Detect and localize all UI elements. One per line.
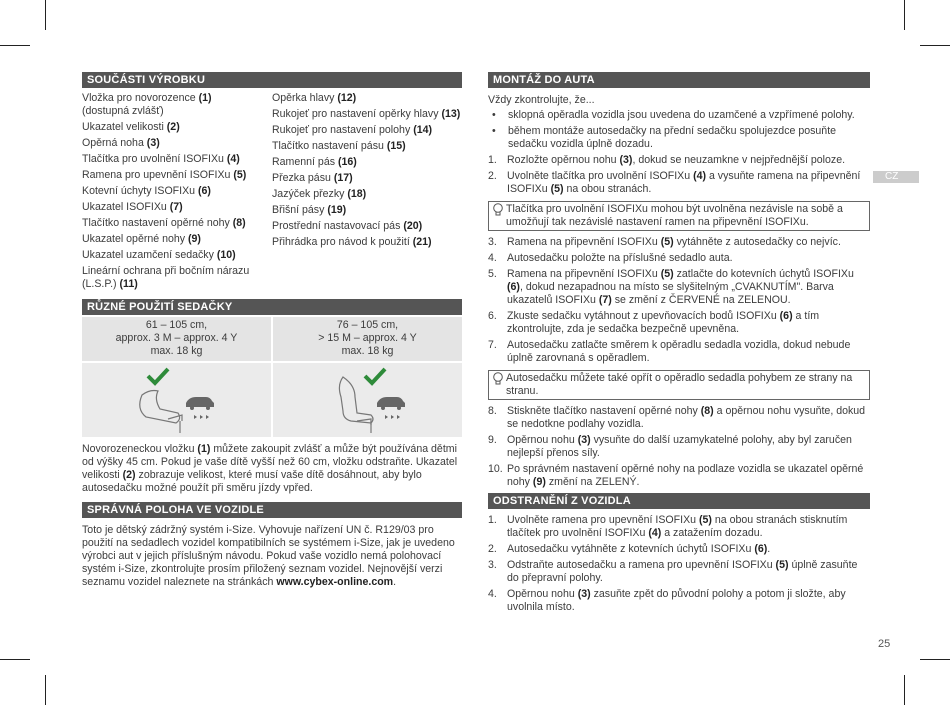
text-run: změní na ZELENÝ. [545, 476, 640, 488]
part-name: Břišní pásy [272, 204, 328, 216]
ref-number: (5) [698, 514, 712, 526]
ref-number: (7) [598, 294, 612, 306]
part-name: Tlačítko nastavení pásu [272, 140, 387, 152]
step-item [488, 310, 870, 336]
part-item [82, 153, 272, 166]
usage-illustration [82, 363, 271, 437]
part-name: Ukazatel opěrné nohy [82, 233, 189, 245]
ref-number: (3) [619, 154, 633, 166]
crop-mark [904, 675, 905, 705]
note-box [488, 370, 870, 400]
part-item [82, 217, 272, 230]
usage-age: > 15 M – approx. 4 Y [318, 332, 417, 344]
text-run: Autosedačku položte na příslušné sedadlo auta. [507, 252, 733, 264]
part-name: Vložka pro novorozence [82, 92, 199, 104]
bullet-item: • během montáže autosedačky na přední sedačku spolujezdce posuňte sedačku vozidla úplně dozadu. [488, 125, 870, 151]
ref-number: (3) [577, 588, 591, 600]
ref-number: (8) [700, 405, 714, 417]
text-run: Opěrnou nohu [507, 434, 578, 446]
part-number: (6) [198, 185, 211, 197]
position-end: . [393, 576, 397, 588]
text-run: Autosedačku zatlačte směrem k opěradlu sedadla vozidla, dokud nebude úplně zarovnaná s opěradlem. [507, 339, 851, 364]
text-run: a tím zkontrolujte, zda je sedačka bezpečně upevněna. [507, 310, 820, 335]
parts-heading: SOUČÁSTI VÝROBKU [82, 72, 462, 88]
part-number: (8) [232, 217, 246, 229]
step-item [488, 514, 870, 540]
install-intro: Vždy zkontrolujte, že... [488, 94, 595, 106]
part-name: Prostřední nastavovací pás [272, 220, 404, 232]
install-steps [488, 236, 870, 365]
part-item [272, 172, 462, 185]
ref-number: (1) [197, 443, 211, 455]
position-heading: SPRÁVNÁ POLOHA VE VOZIDLE [82, 502, 462, 518]
usage-heading: RŮZNÉ POUŽITÍ SEDAČKY [82, 299, 462, 315]
part-number: (4) [226, 153, 240, 165]
ref-number: (5) [660, 236, 674, 248]
part-number: (1) [198, 92, 212, 104]
part-item [272, 188, 462, 201]
usage-paragraph [82, 443, 462, 495]
step-item [488, 434, 870, 460]
text-run: na obou stranách. [563, 183, 652, 195]
part-name: Přihrádka pro návod k použití [272, 236, 413, 248]
part-number: (11) [119, 278, 138, 290]
text-run: zasuňte zpět do původní polohy a potom ji složte, aby uvolnila místo. [507, 588, 846, 613]
parts-column-1 [82, 92, 272, 294]
parts-column-2 [272, 92, 462, 294]
step-item [488, 543, 870, 556]
text-run: zobrazuje velikost, které musí vaše dítě dosáhnout, aby bylo autosedačku možné použít při směru jízdy vpřed. [82, 469, 422, 494]
bullet-item: • sklopná opěradla vozidla jsou uvedena do uzamčené a vzpřímené polohy. [488, 109, 870, 122]
removal-heading: ODSTRANĚNÍ Z VOZIDLA [488, 493, 870, 509]
step-item [488, 405, 870, 431]
text-run: Uvolněte tlačítka pro uvolnění ISOFIXu [507, 170, 694, 182]
step-item [488, 236, 870, 249]
part-item [82, 137, 272, 150]
part-number: (19) [327, 204, 347, 216]
text-run: Odstraňte autosedačku a ramena pro upevnění ISOFIXu [507, 559, 776, 571]
step-number: 7. [488, 339, 497, 351]
part-name: Ramenní pás [272, 156, 338, 168]
ref-number: (6) [779, 310, 793, 322]
part-number: (15) [386, 140, 406, 152]
text-run: a vysuňte ramena na připevnění ISOFIXu [507, 170, 861, 195]
part-number: (5) [233, 169, 247, 181]
usage-age: approx. 3 M – approx. 4 Y [115, 332, 238, 344]
text-run: Novorozeneckou vložku [82, 443, 198, 455]
part-name: Opěrka hlavy [272, 92, 338, 104]
right-column [488, 72, 870, 617]
text-run: Uvolněte ramena pro upevnění ISOFIXu [507, 514, 699, 526]
parts-list [82, 92, 462, 294]
text-run: Zkuste sedačku vytáhnout z upevňovacích bodů ISOFIXu [507, 310, 780, 322]
check-icon [365, 369, 385, 383]
text-run: , dokud se neuzamkne v nejpřednější poloze. [632, 154, 846, 166]
crop-mark [0, 45, 30, 46]
seat-icon [140, 391, 182, 434]
text-run: vysuňte do další uzamykatelné polohy, aby byl zaručen nejlepší přenos síly. [507, 434, 852, 459]
part-item [272, 140, 462, 153]
ref-number: (6) [754, 543, 768, 555]
left-column [82, 72, 462, 589]
text-run: se změní z ČERVENÉ na ZELENOU. [611, 294, 791, 306]
info-bulb-icon [492, 203, 504, 217]
ref-number: (6) [507, 281, 520, 293]
part-number: (12) [337, 92, 357, 104]
part-name: Kotevní úchyty ISOFIXu [82, 185, 198, 197]
part-item [82, 121, 272, 134]
usage-cell-rear [82, 317, 271, 437]
part-item [272, 236, 462, 249]
usage-weight: max. 18 kg [150, 345, 203, 357]
language-tab: CZ [873, 171, 919, 183]
install-steps [488, 154, 870, 196]
text-run: zatlačte do kotevních úchytů ISOFIXu [673, 268, 854, 280]
text-run: a opěrnou nohu vysuňte, dokud se nedotkne podlahy vozidla. [507, 405, 866, 430]
ref-number: (5) [660, 268, 674, 280]
step-item [488, 559, 870, 585]
part-number: (7) [169, 201, 183, 213]
step-number: 1. [488, 154, 497, 166]
text-run: na obou stranách stisknutím tlačítek pro uvolnění ISOFIXu [507, 514, 848, 539]
part-name: Rukojeť pro nastavení polohy [272, 124, 414, 136]
position-text: Toto je dětský zádržný systém i-Size. Vyhovuje nařízení UN č. R129/03 pro použití na sedadlech vozidel kompatibilních se systémem i-Size, jak je uvedeno výrobci aut v jejich příslušným návodu. Pokud vaše vozidlo nemá polohovací systém i-Size, zkontrolujte prosím přiložený seznam vozidel. Nejnovější verzi seznamu vozidel naleznete na stránkách [82, 524, 455, 588]
part-item [272, 92, 462, 105]
ref-number: (5) [775, 559, 789, 571]
text-run: úplně zasuňte do přepravní polohy. [507, 559, 858, 584]
part-number: (21) [412, 236, 432, 248]
part-item [82, 233, 272, 246]
step-number: 2. [488, 543, 497, 555]
part-note: (dostupná zvlášť) [82, 105, 164, 117]
usage-cell-forward [273, 317, 462, 437]
part-item [82, 92, 272, 118]
crop-mark [45, 675, 46, 705]
ref-number: (3) [577, 434, 591, 446]
note-box [488, 201, 870, 231]
part-item [82, 249, 272, 262]
part-name: Tlačítko nastavení opěrné nohy [82, 217, 233, 229]
usage-info [82, 317, 271, 361]
usage-height: 76 – 105 cm, [336, 319, 399, 331]
website-link[interactable]: www.cybex-online.com [276, 576, 394, 588]
part-item [82, 169, 272, 182]
part-item [272, 156, 462, 169]
step-item [488, 154, 870, 167]
seat-icon [339, 377, 373, 433]
ref-number: (2) [122, 469, 136, 481]
text-run: Po správném nastavení opěrné nohy na podlaze vozidla se ukazatel opěrné nohy [507, 463, 864, 488]
text-run: . [767, 543, 771, 555]
text-run: Rozložte opěrnou nohu [507, 154, 620, 166]
page-number: 25 [878, 638, 891, 650]
part-name: Přezka pásu [272, 172, 334, 184]
part-item [272, 124, 462, 137]
part-name: Ukazatel uzamčení sedačky [82, 249, 217, 261]
text-run: Ramena na připevnění ISOFIXu [507, 268, 661, 280]
crop-mark [45, 0, 46, 30]
part-name: Opěrná noha [82, 137, 147, 149]
step-number: 2. [488, 170, 497, 182]
ref-number: (4) [693, 170, 707, 182]
part-item [82, 201, 272, 214]
part-item [272, 108, 462, 121]
step-number: 10. [488, 463, 503, 475]
car-icon [377, 397, 405, 419]
removal-steps [488, 514, 870, 614]
check-icon [148, 369, 168, 383]
crop-mark [0, 659, 30, 660]
note-text: Tlačítka pro uvolnění ISOFIXu mohou být uvolněna nezávisle na sobě a umožňují tak nezávislé nastavení ramen na připevnění ISOFIXu. [506, 203, 843, 228]
part-number: (14) [413, 124, 433, 136]
step-number: 1. [488, 514, 497, 526]
install-steps [488, 405, 870, 489]
step-item [488, 170, 870, 196]
text-run: a zatažením dozadu. [661, 527, 763, 539]
crop-mark [920, 45, 950, 46]
note-text: Autosedačku můžete také opřít o opěradlo sedadla pohybem ze strany na stranu. [506, 372, 853, 397]
crop-mark [904, 0, 905, 30]
usage-weight: max. 18 kg [341, 345, 394, 357]
part-number: (20) [403, 220, 423, 232]
usage-table [82, 317, 462, 437]
text-run: Ramena na připevnění ISOFIXu [507, 236, 661, 248]
step-item [488, 463, 870, 489]
step-item [488, 252, 870, 265]
text-run: Opěrnou nohu [507, 588, 578, 600]
part-number: (13) [441, 108, 461, 120]
part-item [82, 265, 272, 291]
part-item [82, 185, 272, 198]
text-run: vytáhněte z autosedačky co nejvíc. [673, 236, 841, 248]
usage-illustration [273, 363, 462, 437]
step-item [488, 268, 870, 307]
part-number: (16) [337, 156, 357, 168]
step-number: 4. [488, 588, 497, 600]
info-bulb-icon [492, 372, 504, 386]
text-run: můžete zakoupit zvlášť a může být používána dětmi od výšky 45 cm. Pokud je vaše dítě vyšší než 60 cm, vložku odstraňte. Ukazatel velikosti [82, 443, 458, 481]
ref-number: (4) [648, 527, 662, 539]
usage-height: 61 – 105 cm, [145, 319, 208, 331]
step-number: 4. [488, 252, 497, 264]
part-number: (2) [166, 121, 180, 133]
step-number: 8. [488, 405, 497, 417]
part-name: Jazýček přezky [272, 188, 348, 200]
part-number: (18) [347, 188, 367, 200]
part-name: Ukazatel ISOFIXu [82, 201, 170, 213]
text-run: , dokud nezapadnou na místo se slyšitelným „CVAKNUTÍM". Barva ukazatelů ISOFIXu [507, 281, 834, 306]
install-heading: MONTÁŽ DO AUTA [488, 72, 870, 88]
part-item [272, 220, 462, 233]
part-number: (3) [146, 137, 160, 149]
car-icon [186, 397, 214, 419]
part-name: Rukojeť pro nastavení opěrky hlavy [272, 108, 442, 120]
install-bullets [488, 109, 870, 151]
step-number: 6. [488, 310, 497, 322]
part-item [272, 204, 462, 217]
part-number: (9) [188, 233, 201, 245]
part-name: Lineární ochrana při bočním nárazu (L.S.P.) [82, 265, 250, 290]
step-item [488, 339, 870, 365]
part-number: (17) [333, 172, 353, 184]
step-number: 3. [488, 236, 497, 248]
crop-mark [920, 659, 950, 660]
step-number: 3. [488, 559, 497, 571]
text-run: Stiskněte tlačítko nastavení opěrné nohy [507, 405, 701, 417]
step-item [488, 588, 870, 614]
part-name: Ukazatel velikosti [82, 121, 167, 133]
ref-number: (9) [532, 476, 546, 488]
step-number: 5. [488, 268, 497, 280]
ref-number: (5) [550, 183, 564, 195]
part-number: (10) [216, 249, 236, 261]
position-paragraph [82, 524, 462, 589]
part-name: Tlačítka pro uvolnění ISOFIXu [82, 153, 227, 165]
step-number: 9. [488, 434, 497, 446]
part-name: Ramena pro upevnění ISOFIXu [82, 169, 234, 181]
text-run: Autosedačku vytáhněte z kotevních úchytů ISOFIXu [507, 543, 755, 555]
usage-info [273, 317, 462, 361]
